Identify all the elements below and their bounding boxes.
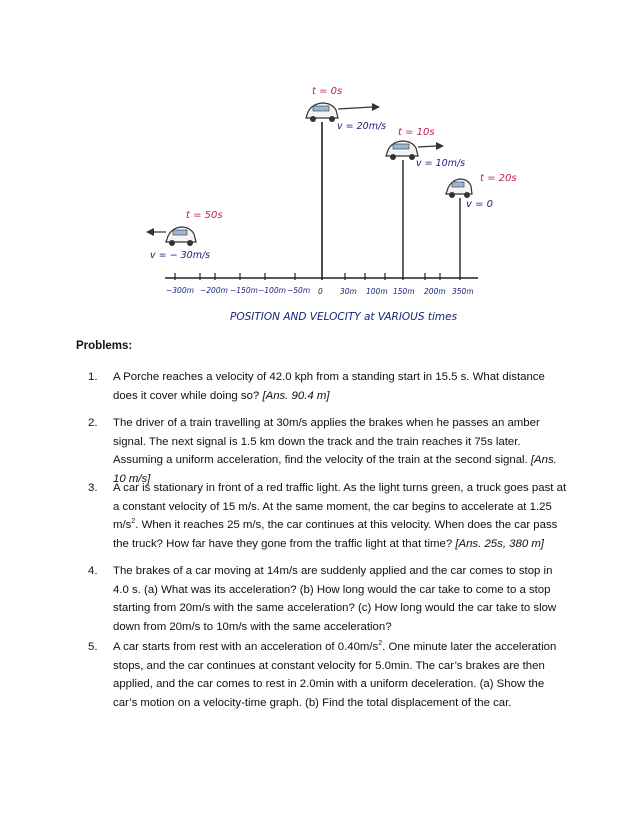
axis-tick-label: −150m — [230, 286, 258, 295]
problem-number: 1. — [88, 371, 98, 383]
problem-text: A Porche reaches a velocity of 42.0 kph from a standing start in 15.5 s. What distance does it cover while doing so? — [113, 371, 545, 402]
car-icon — [446, 179, 472, 198]
axis-tick-label: −100m — [258, 286, 286, 295]
axis-tick-label: −200m — [200, 286, 228, 295]
superscript: 2 — [131, 518, 136, 526]
axis-ticks — [175, 273, 440, 280]
car-icon — [386, 141, 418, 160]
time-label: t = 50s — [186, 210, 223, 221]
problem-number: 2. — [88, 417, 98, 429]
velocity-label: v = 10m/s — [416, 158, 466, 169]
problem-text: The brakes of a car moving at 14m/s are suddenly applied and the car comes to stop in 4.0 s. (a) What was its acceleration? (b) How long would the car take to come to a stop starting from 20m/s with the same acceleration? (c) How long would the car take to slow down from 20m/s to 10m/s with the same acceleration? — [113, 565, 557, 633]
problem-number: 4. — [88, 565, 98, 577]
axis-tick-label: 100m — [366, 287, 388, 296]
axis-tick-label: 200m — [424, 287, 446, 296]
problem-answer: [Ans. 25s, 380 m] — [455, 537, 544, 550]
problem-text: . When it reaches 25 m/s, the car continues at this velocity. When does the car pass the truck? How far have they gone from the traffic light at that time? — [113, 519, 558, 550]
velocity-label: v = 0 — [466, 199, 494, 210]
velocity-label: v = 20m/s — [337, 121, 387, 132]
axis-tick-label: 350m — [452, 287, 474, 296]
problem-4 — [88, 562, 570, 636]
axis-tick-label: 0 — [318, 287, 323, 296]
problem-number: 3. — [88, 482, 98, 494]
position-velocity-figure — [0, 0, 638, 330]
problem-5 — [88, 638, 570, 712]
problem-text: A car starts from rest with an acceleration of 0.40m/s — [113, 641, 379, 653]
superscript: 2 — [378, 640, 383, 648]
figure-caption: POSITION AND VELOCITY at VARIOUS times — [230, 311, 458, 323]
axis-tick-label: −50m — [287, 286, 311, 295]
axis-tick-label: 150m — [393, 287, 415, 296]
problem-text: . One minute later the acceleration stops, and the car continues at constant velocity for 5.0min. The car’s brakes are then applied, and the car comes to rest in 2.0min with a uniform deceleration. (a) Show the car’s motion on a velocity-time graph. (b) Find the total displacement of the car. — [113, 641, 557, 709]
problem-text: A car is stationary in front of a red traffic light. As the light turns green, a truck goes past at a constant velocity of 15 m/s. At the same moment, the car begins to accelerate at 1.25 m/s — [113, 482, 567, 531]
velocity-label: v = − 30m/s — [150, 250, 211, 261]
problem-answer: [Ans. 10 m/s] — [113, 454, 557, 485]
problem-answer: [Ans. 90.4 m] — [262, 389, 330, 402]
problem-2 — [88, 414, 570, 488]
car-icon — [166, 227, 196, 246]
problem-1 — [88, 368, 570, 405]
time-label: t = 20s — [480, 173, 517, 184]
velocity-arrow — [338, 107, 372, 109]
velocity-arrow — [418, 146, 436, 147]
problem-3 — [88, 479, 570, 553]
time-label: t = 10s — [398, 127, 435, 138]
axis-tick-label: −300m — [166, 286, 194, 295]
axis-tick-label: 30m — [340, 287, 357, 296]
problem-number: 5. — [88, 641, 98, 653]
problems-heading: Problems: — [76, 340, 133, 352]
time-label: t = 0s — [312, 86, 343, 97]
car-icon — [306, 103, 338, 122]
problem-text: The driver of a train travelling at 30m/s applies the brakes when he passes an amber signal. The next signal is 1.5 km down the track and the train reaches it 75s later. Assuming a uniform acceleration, find the velocity of the train at the second signal. — [113, 417, 540, 466]
